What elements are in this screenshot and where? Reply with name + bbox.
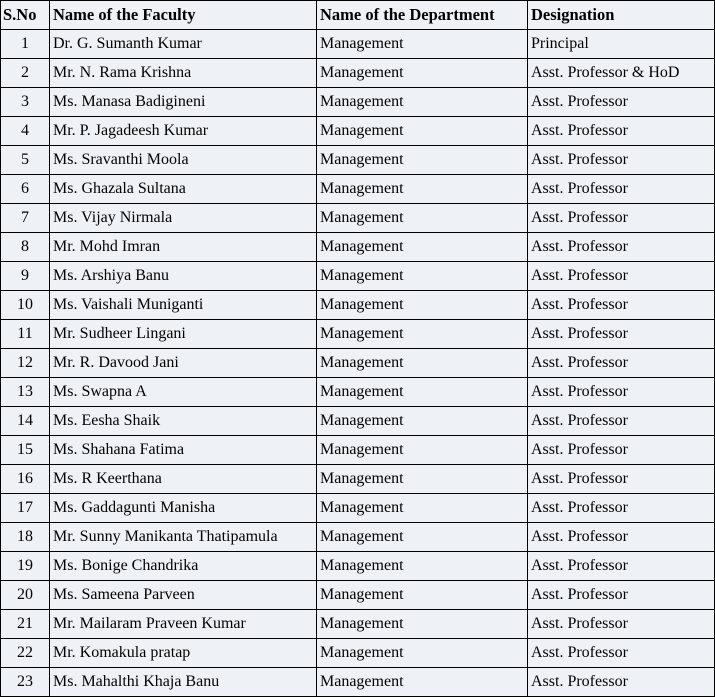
table-row bbox=[1, 204, 715, 233]
cell-sno[interactable]: 21 bbox=[1, 610, 50, 639]
cell-designation[interactable]: Asst. Professor & HoD bbox=[528, 59, 715, 88]
cell-designation[interactable]: Asst. Professor bbox=[528, 465, 715, 494]
cell-sno[interactable]: 15 bbox=[1, 436, 50, 465]
cell-designation[interactable]: Asst. Professor bbox=[528, 610, 715, 639]
cell-faculty-name[interactable]: Mr. R. Davood Jani bbox=[50, 349, 317, 378]
cell-sno[interactable]: 9 bbox=[1, 262, 50, 291]
cell-faculty-name[interactable]: Ms. Bonige Chandrika bbox=[50, 552, 317, 581]
cell-department[interactable]: Management bbox=[317, 88, 528, 117]
cell-department[interactable]: Management bbox=[317, 552, 528, 581]
cell-designation[interactable]: Asst. Professor bbox=[528, 291, 715, 320]
table-row bbox=[1, 146, 715, 175]
table-row bbox=[1, 436, 715, 465]
table-row bbox=[1, 639, 715, 668]
cell-sno[interactable]: 10 bbox=[1, 291, 50, 320]
cell-sno[interactable]: 3 bbox=[1, 88, 50, 117]
cell-sno[interactable]: 22 bbox=[1, 639, 50, 668]
cell-sno[interactable]: 8 bbox=[1, 233, 50, 262]
cell-department[interactable]: Management bbox=[317, 581, 528, 610]
table-row bbox=[1, 117, 715, 146]
cell-faculty-name[interactable]: Mr. Sunny Manikanta Thatipamula bbox=[50, 523, 317, 552]
cell-department[interactable]: Management bbox=[317, 378, 528, 407]
cell-faculty-name[interactable]: Ms. Swapna A bbox=[50, 378, 317, 407]
cell-sno[interactable]: 16 bbox=[1, 465, 50, 494]
cell-designation[interactable]: Asst. Professor bbox=[528, 117, 715, 146]
cell-department[interactable]: Management bbox=[317, 30, 528, 59]
table-row bbox=[1, 291, 715, 320]
cell-faculty-name[interactable]: Ms. Ghazala Sultana bbox=[50, 175, 317, 204]
cell-faculty-name[interactable]: Mr. Sudheer Lingani bbox=[50, 320, 317, 349]
cell-department[interactable]: Management bbox=[317, 494, 528, 523]
cell-sno[interactable]: 19 bbox=[1, 552, 50, 581]
cell-designation[interactable]: Asst. Professor bbox=[528, 378, 715, 407]
cell-department[interactable]: Management bbox=[317, 291, 528, 320]
cell-faculty-name[interactable]: Ms. Sameena Parveen bbox=[50, 581, 317, 610]
cell-department[interactable]: Management bbox=[317, 639, 528, 668]
cell-faculty-name[interactable]: Ms. Vijay Nirmala bbox=[50, 204, 317, 233]
cell-designation[interactable]: Asst. Professor bbox=[528, 88, 715, 117]
cell-department[interactable]: Management bbox=[317, 233, 528, 262]
cell-sno[interactable]: 1 bbox=[1, 30, 50, 59]
cell-designation[interactable]: Asst. Professor bbox=[528, 552, 715, 581]
cell-sno[interactable]: 7 bbox=[1, 204, 50, 233]
cell-department[interactable]: Management bbox=[317, 436, 528, 465]
table-row bbox=[1, 233, 715, 262]
header-department[interactable]: Name of the Department bbox=[317, 1, 528, 30]
cell-designation[interactable]: Principal bbox=[528, 30, 715, 59]
cell-designation[interactable]: Asst. Professor bbox=[528, 233, 715, 262]
cell-sno[interactable]: 23 bbox=[1, 668, 50, 697]
cell-sno[interactable]: 12 bbox=[1, 349, 50, 378]
cell-faculty-name[interactable]: Dr. G. Sumanth Kumar bbox=[50, 30, 317, 59]
cell-faculty-name[interactable]: Mr. Komakula pratap bbox=[50, 639, 317, 668]
table-row bbox=[1, 610, 715, 639]
header-row bbox=[1, 1, 715, 30]
cell-designation[interactable]: Asst. Professor bbox=[528, 639, 715, 668]
cell-department[interactable]: Management bbox=[317, 668, 528, 697]
cell-faculty-name[interactable]: Ms. Gaddagunti Manisha bbox=[50, 494, 317, 523]
cell-sno[interactable]: 5 bbox=[1, 146, 50, 175]
cell-sno[interactable]: 17 bbox=[1, 494, 50, 523]
cell-faculty-name[interactable]: Ms. Arshiya Banu bbox=[50, 262, 317, 291]
cell-sno[interactable]: 18 bbox=[1, 523, 50, 552]
cell-department[interactable]: Management bbox=[317, 407, 528, 436]
table-row bbox=[1, 407, 715, 436]
cell-faculty-name[interactable]: Ms. Vaishali Muniganti bbox=[50, 291, 317, 320]
table-row bbox=[1, 175, 715, 204]
cell-sno[interactable]: 14 bbox=[1, 407, 50, 436]
cell-faculty-name[interactable]: Ms. Mahalthi Khaja Banu bbox=[50, 668, 317, 697]
cell-sno[interactable]: 4 bbox=[1, 117, 50, 146]
table-row bbox=[1, 262, 715, 291]
cell-faculty-name[interactable]: Ms. Sravanthi Moola bbox=[50, 146, 317, 175]
cell-designation[interactable]: Asst. Professor bbox=[528, 175, 715, 204]
cell-designation[interactable]: Asst. Professor bbox=[528, 262, 715, 291]
cell-department[interactable]: Management bbox=[317, 465, 528, 494]
table-row bbox=[1, 349, 715, 378]
table-row bbox=[1, 320, 715, 349]
header-designation[interactable]: Designation bbox=[528, 1, 715, 30]
table-row bbox=[1, 59, 715, 88]
table-row bbox=[1, 88, 715, 117]
table-row bbox=[1, 581, 715, 610]
header-name[interactable]: Name of the Faculty bbox=[50, 1, 317, 30]
header-sno[interactable]: S.No bbox=[1, 1, 50, 30]
cell-designation[interactable]: Asst. Professor bbox=[528, 523, 715, 552]
cell-designation[interactable]: Asst. Professor bbox=[528, 320, 715, 349]
cell-department[interactable]: Management bbox=[317, 262, 528, 291]
cell-designation[interactable]: Asst. Professor bbox=[528, 436, 715, 465]
table-body bbox=[1, 30, 715, 697]
table-row bbox=[1, 523, 715, 552]
cell-designation[interactable]: Asst. Professor bbox=[528, 146, 715, 175]
cell-sno[interactable]: 6 bbox=[1, 175, 50, 204]
cell-sno[interactable]: 11 bbox=[1, 320, 50, 349]
cell-sno[interactable]: 20 bbox=[1, 581, 50, 610]
cell-department[interactable]: Management bbox=[317, 175, 528, 204]
cell-faculty-name[interactable]: Ms. Manasa Badigineni bbox=[50, 88, 317, 117]
cell-department[interactable]: Management bbox=[317, 523, 528, 552]
cell-faculty-name[interactable]: Mr. Mailaram Praveen Kumar bbox=[50, 610, 317, 639]
table-row bbox=[1, 552, 715, 581]
cell-faculty-name[interactable]: Ms. R Keerthana bbox=[50, 465, 317, 494]
cell-department[interactable]: Management bbox=[317, 117, 528, 146]
cell-faculty-name[interactable]: Mr. Mohd Imran bbox=[50, 233, 317, 262]
cell-sno[interactable]: 13 bbox=[1, 378, 50, 407]
table-row bbox=[1, 465, 715, 494]
cell-faculty-name[interactable]: Ms. Eesha Shaik bbox=[50, 407, 317, 436]
cell-department[interactable]: Management bbox=[317, 204, 528, 233]
cell-department[interactable]: Management bbox=[317, 146, 528, 175]
cell-designation[interactable]: Asst. Professor bbox=[528, 204, 715, 233]
cell-faculty-name[interactable]: Ms. Shahana Fatima bbox=[50, 436, 317, 465]
table-row bbox=[1, 494, 715, 523]
cell-department[interactable]: Management bbox=[317, 610, 528, 639]
cell-faculty-name[interactable]: Mr. N. Rama Krishna bbox=[50, 59, 317, 88]
table-row bbox=[1, 668, 715, 697]
table-row bbox=[1, 378, 715, 407]
cell-designation[interactable]: Asst. Professor bbox=[528, 349, 715, 378]
cell-designation[interactable]: Asst. Professor bbox=[528, 581, 715, 610]
cell-designation[interactable]: Asst. Professor bbox=[528, 407, 715, 436]
cell-sno[interactable]: 2 bbox=[1, 59, 50, 88]
table-row bbox=[1, 30, 715, 59]
cell-department[interactable]: Management bbox=[317, 59, 528, 88]
table-header bbox=[1, 1, 715, 30]
cell-department[interactable]: Management bbox=[317, 349, 528, 378]
cell-designation[interactable]: Asst. Professor bbox=[528, 668, 715, 697]
cell-faculty-name[interactable]: Mr. P. Jagadeesh Kumar bbox=[50, 117, 317, 146]
cell-department[interactable]: Management bbox=[317, 320, 528, 349]
cell-designation[interactable]: Asst. Professor bbox=[528, 494, 715, 523]
